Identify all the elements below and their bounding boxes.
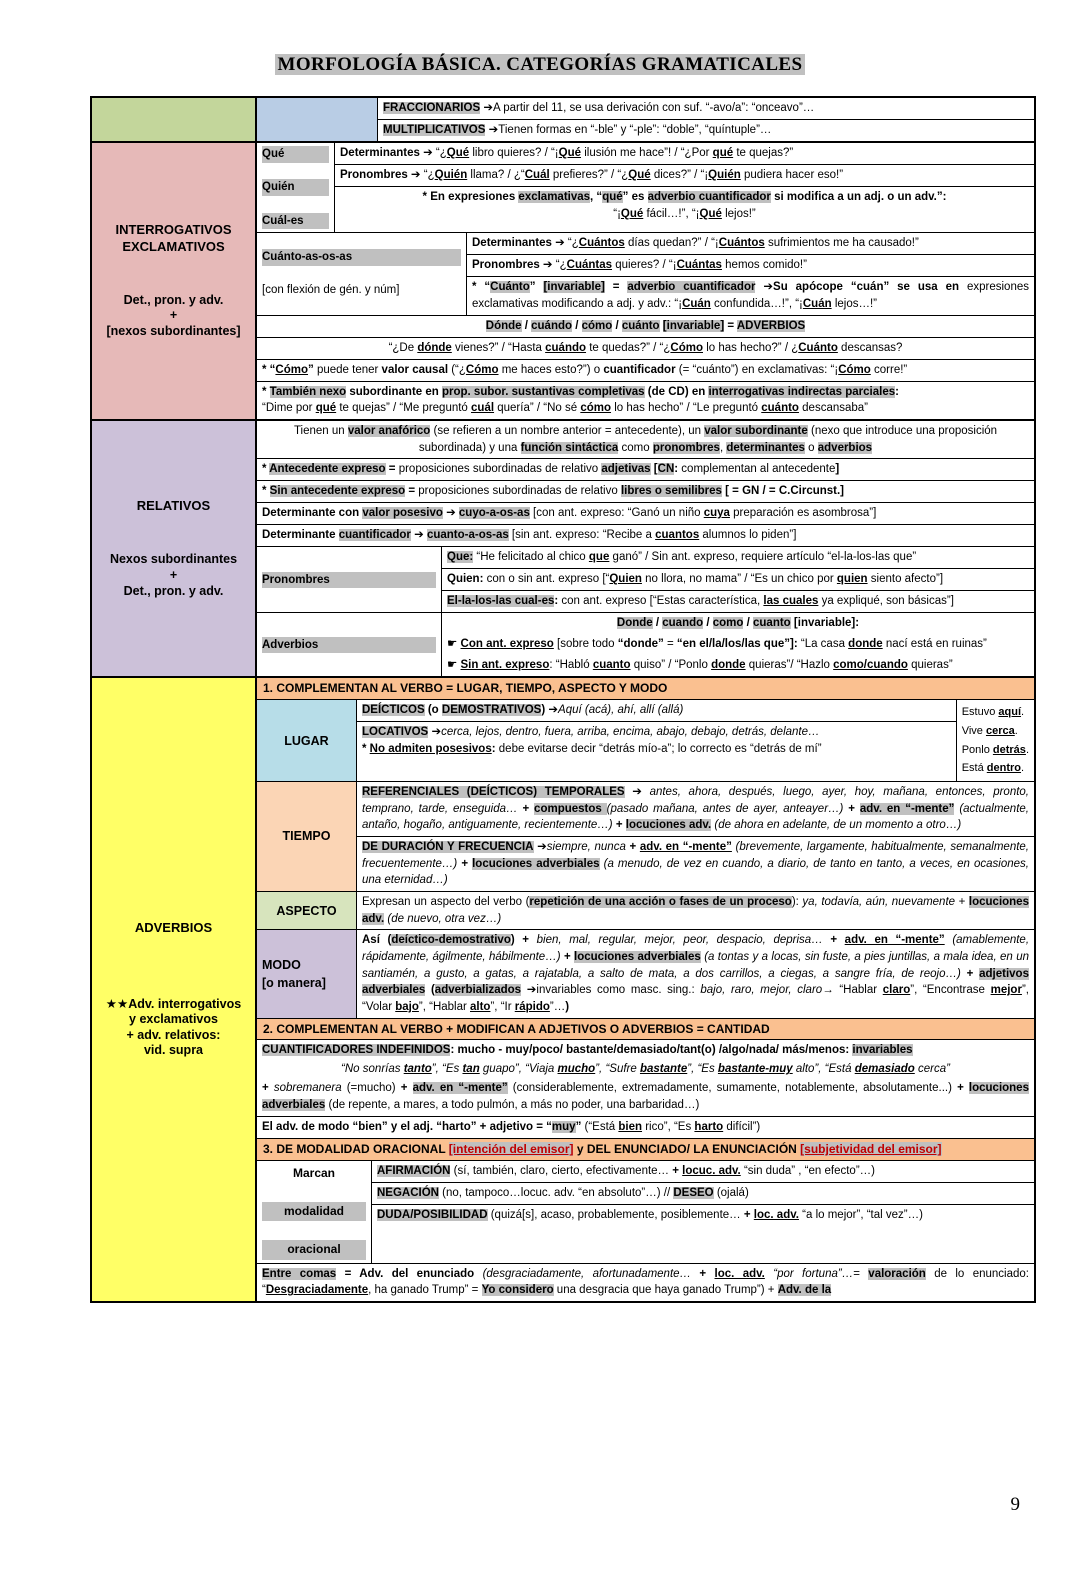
lugar-locativos-row: LOCATIVOS ➔cerca, lejos, dentro, fuera, arriba, encima, abajo, debajo, detrás, delante… * No admiten posesivos: debe evitarse decir “detrás mío-a”; lo correcto es “detrás de mí” [357,721,956,759]
aspecto-row: Expresan un aspecto del verbo (repetición de una acción o fases de un proceso): ya, todavía, aún, nuevamente + locuciones adv. (de nuevo, otra vez…) [362,895,1029,925]
que-pronombres-row: Pronombres ➔ “¿Quién llama? / ¿“Cuál prefieres?” / “¿Qué dices?” / “¡Quién pudiera hacer eso!” [335,164,1034,186]
section-relativos [92,419,1034,676]
relativos-category-cell [92,421,257,676]
section-numerales [92,98,1034,141]
cantidad-block [257,1039,1034,1115]
que-label: Qué Quién Cuál-es [257,143,335,232]
subtable-cuanto [257,232,1034,314]
interrogativos-category-title: INTERROGATIVOS EXCLAMATIVOS [115,222,232,254]
rel-que-row: Que: “He felicitado al chico que ganó” / Sin ant. expreso, requiere artículo “el-la-los-las que” [447,551,917,564]
adverbios-category-sub: ★★Adv. interrogativos y exclamativos + adv. relativos: vid. supra [105,996,242,1058]
subtable-lugar [257,699,1034,781]
rel-adverbios-label: Adverbios [257,613,442,676]
cuanto-determinantes-row: Determinantes ➔ “¿Cuántos días quedan?” / “¡Cuántos sufrimientos me ha causado!” [472,237,919,250]
bien-harto-row: El adv. de modo “bien” y el adj. “harto” + adjetivo = “muy” (“Está bien rico”, “Es harto difícil”) [257,1116,1034,1138]
cuantificadores-ejemplos-row: “No sonrías tanto”, “Es tan guapo”, “Viaja mucho”, “Sufre bastante”, “Es bastante-muy alto”, “Está demasiado cerca” [341,1063,950,1076]
subtable-aspecto [257,891,1034,929]
cuantificadores-indefinidos-row: CUANTIFICADORES INDEFINIDOS: mucho - muy/poco/ bastante/demasiado/tant(o) /algo/nada/ más/menos: invariables [262,1044,913,1057]
cuanto-invariable-note-row: * “Cuánto” [invariable] = adverbio cuantificador ➔Su apócope “cuán” se usa en expresiones exclamativas modificando a adj. y adv.: “¡Cuán confundida…!”, “¡Cuán lejos…!” [467,276,1034,314]
que-determinantes-row: Determinantes ➔ “¿Qué libro quieres? / “¡Qué ilusión me hace”! / “¿Por qué te quejas?” [340,147,794,159]
subtable-que [257,143,1034,232]
subtable-rel-pronombres [257,546,1034,612]
duda-posibilidad-row: DUDA/POSIBILIDAD (quizá[s], acaso, probablemente, posiblemente… + loc. adv. “a lo mejor”, “tal vez”…) [372,1204,1034,1226]
donde-ejemplos-row: “¿De dónde vienes?” / “Hasta cuándo te quedas?” / “¿Cómo lo has hecho?” / ¿Cuánto descansas? [257,337,1034,359]
modo-label: MODO [o manera] [257,930,357,1017]
row-fraccionarios: FRACCIONARIOS ➔A partir del 11, se usa derivación con suf. “-avo/a”: “onceavo”… [383,102,815,114]
determinante-posesivo-row: Determinante con valor posesivo ➔ cuyo-a-os-as [con ant. expreso: “Ganó un niño cuya preparación es asombrosa”] [257,502,1034,524]
tiempo-referenciales-row: REFERENCIALES (DEÍCTICOS) TEMPORALES ➔ antes, ahora, después, luego, ayer, hoy, mañana, entonces, pronto, temprano, tarde, enseguida… + compuestos (pasado mañana, antes de ayer, anteayer…) + adv. en “-mente” (actualmente, antaño, hogaño, antiguamente, recientemente…) + locuciones adv. (de ahora en adelante, de un momento a otro…) [362,785,1030,832]
subtable-modo [257,929,1034,1017]
header-modalidad: 3. DE MODALIDAD ORACIONAL [intención del emisor] y DEL ENUNCIADO/ LA ENUNCIACIÓN [subjetividad del emisor] [257,1138,1034,1160]
lugar-label: LUGAR [257,700,357,781]
como-valor-causal-row: * “Cómo” puede tener valor causal (“¿Cómo me haces esto?”) o cuantificador (= “cuánto”) en exclamativas: “¡Cómo corre!” [257,359,1034,381]
numerales-category-cell [92,98,257,141]
tiempo-label: TIEMPO [257,782,357,891]
tiempo-duracion-row: DE DURACIÓN Y FRECUENCIA ➔siempre, nunca + adv. en “-mente” (brevemente, largamente, habitualmente, semanalmente, frecuentemente…) + locuciones adverbiales (a menudo, de vez en cuando, a diario, de tanto en tanto, a veces, en ocasiones, una eternidad…) [357,836,1034,891]
adverbios-category-cell [92,678,257,1301]
interrogativos-category-sub: Det., pron. y adv. + [nexos subordinantes] [106,292,241,339]
modalidad-label: Marcan modalidad oracional [257,1161,372,1263]
que-exclamativas-note-row: * En expresiones exclamativas, “qué” es adverbio cuantificador si modifica a un adj. o un adv.”: “¡Qué fácil…!”, “¡Qué lejos!” [335,186,1034,224]
page-title [0,54,1080,76]
section-interrogativos [92,141,1034,419]
grammar-table [90,96,1036,1303]
interrogativos-category-cell [92,143,257,419]
afirmacion-row: AFIRMACIÓN (sí, también, claro, cierto, efectivamente… + locuc. adv. “sin duda” , “en efecto”…) [377,1164,875,1177]
section-adverbios [92,676,1034,1301]
lugar-deicticos-row: DEÍCTICOS (o DEMOSTRATIVOS) ➔Aquí (acá), ahí, allí (allá) [362,704,684,717]
modo-row: Así (deíctico-demostrativo) + bien, mal, regular, mejor, peor, despacio, deprisa… + adv. en “-mente” (amablemente, rápidamente, ágilmente, hábilmente…) + locuciones adverbiales (a tontas y a locas, sin fuste, a pies juntillas, a mala idea, en un santiamén, a gusto, a gatas, a rajatabla, a salto de mata, a dos carrillos, a ciegas, a sangre fría, de reojo…) + adjetivos adverbiales (adverbializados ➔invariables como masc. sing.: bajo, raro, mejor, claro→ “Hablar claro”, “Encontrase mejor”, “Volar bajo”, “Hablar alto”, “Ir rápido”…) [362,934,1030,1013]
relativos-category-title: RELATIVOS [136,498,211,514]
antecedente-expreso-row: * Antecedente expreso = proposiciones subordinadas de relativo adjetivas [CN: complementan al antecedente] [257,458,1034,480]
relativos-category-sub: Nexos subordinantes + Det., pron. y adv. [109,552,238,598]
cuanto-pronombres-row: Pronombres ➔ “¿Cuántas quieres? / “¡Cuántas hemos comido!” [467,254,1034,276]
aspecto-label: ASPECTO [257,892,357,929]
rel-quien-row: Quien: con o sin ant. expreso [“Quien no llora, no mama” / “Es un chico por quien siento afecto”] [442,568,1034,590]
page-number: 9 [1010,1494,1020,1515]
rel-cual-row: El-la-los-las cual-es: con ant. expreso [“Estas característica, las cuales ya expliqué, son básicas”] [442,590,1034,612]
rel-pronombres-label: Pronombres [257,547,442,612]
numerales-subcolumn-cell [257,98,378,141]
rel-adv-sin-ant-row: ☛ Sin ant. expreso: “Habló cuanto quiso” / “Ponlo donde quieras”/ “Hazlo como/cuando quieras” [447,659,953,672]
row-multiplicativos: MULTIPLICATIVOS ➔Tienen formas en “-ble” y “-ple”: “doble”, “quíntuple”… [378,119,1034,141]
rel-adv-con-ant-row: ☛ Con ant. expreso [sobre todo “donde” = “en el/la/los/las que”]: “La casa donde nací está en ruinas” [447,638,987,651]
adverbios-category-title: ADVERBIOS [134,920,213,936]
donde-adverbios-row: Dónde / cuándo / cómo / cuánto [invariable] = ADVERBIOS [257,315,1034,337]
relativos-intro-row: Tienen un valor anafórico (se refieren a un nombre anterior = antecedente), un valor subordinante (nexo que introduce una proposición subordinada) y una función sintáctica como pronombres, determinantes o adverbios [293,425,998,454]
cuanto-label: Cuánto-as-os-as [con flexión de gén. y núm] [257,233,467,314]
subtable-tiempo [257,781,1034,891]
subtable-modalidad [257,1160,1034,1263]
sin-antecedente-row: * Sin antecedente expreso = proposiciones subordinadas de relativo libres o semilibres [ = GN / = C.Circunst.] [257,480,1034,502]
entre-comas-row: Entre comas = Adv. del enunciado (desgraciadamente, afortunadamente… + loc. adv. “por fortuna”…= valoración de lo enunciado: “Desgraciadamente, ha ganado Trump” = Yo considero una desgracia que haya ganado Trump”) + Adv. de la [257,1263,1034,1301]
subtable-rel-adverbios [257,612,1034,676]
determinante-cuantificador-row: Determinante cuantificador ➔ cuanto-a-os-as [sin ant. expreso: “Recibe a cuantos alumnos lo piden”] [257,524,1034,546]
header-complementan-verbo: 1. COMPLEMENTAN AL VERBO = LUGAR, TIEMPO, ASPECTO Y MODO [257,678,1034,699]
lugar-ejemplos-cell: Estuvo aquí. Vive cerca. Ponlo detrás. Está dentro. [956,700,1034,781]
rel-adv-titulo-row: Donde / cuando / como / cuanto [invariable]: [616,617,860,630]
page-title-text: MORFOLOGÍA BÁSICA. CATEGORÍAS GRAMATICALES [275,54,806,75]
cuantificadores-mente-row: + sobremanera (=mucho) + adv. en “-mente” (considerablemente, extremadamente, sumamente, notablemente, absolutamente...) + locuciones adverbiales (de repente, a mares, a todo pulmón, a más no poder, una barbaridad…) [262,1082,1029,1112]
header-cantidad: 2. COMPLEMENTAN AL VERBO + MODIFICAN A ADJETIVOS O ADVERBIOS = CANTIDAD [257,1018,1034,1040]
nexo-subordinante-row: * También nexo subordinante en prop. subor. sustantivas completivas (de CD) en interrogativas indirectas parciales: “Dime por qué te quejas” / “Me preguntó cuál quería” / “No sé cómo lo has hecho” / “Le preguntó cuánto descansaba” [257,381,1034,419]
negacion-row: NEGACIÓN (no, tampoco…locuc. adv. “en absoluto”…) // DESEO (ojalá) [372,1182,1034,1204]
